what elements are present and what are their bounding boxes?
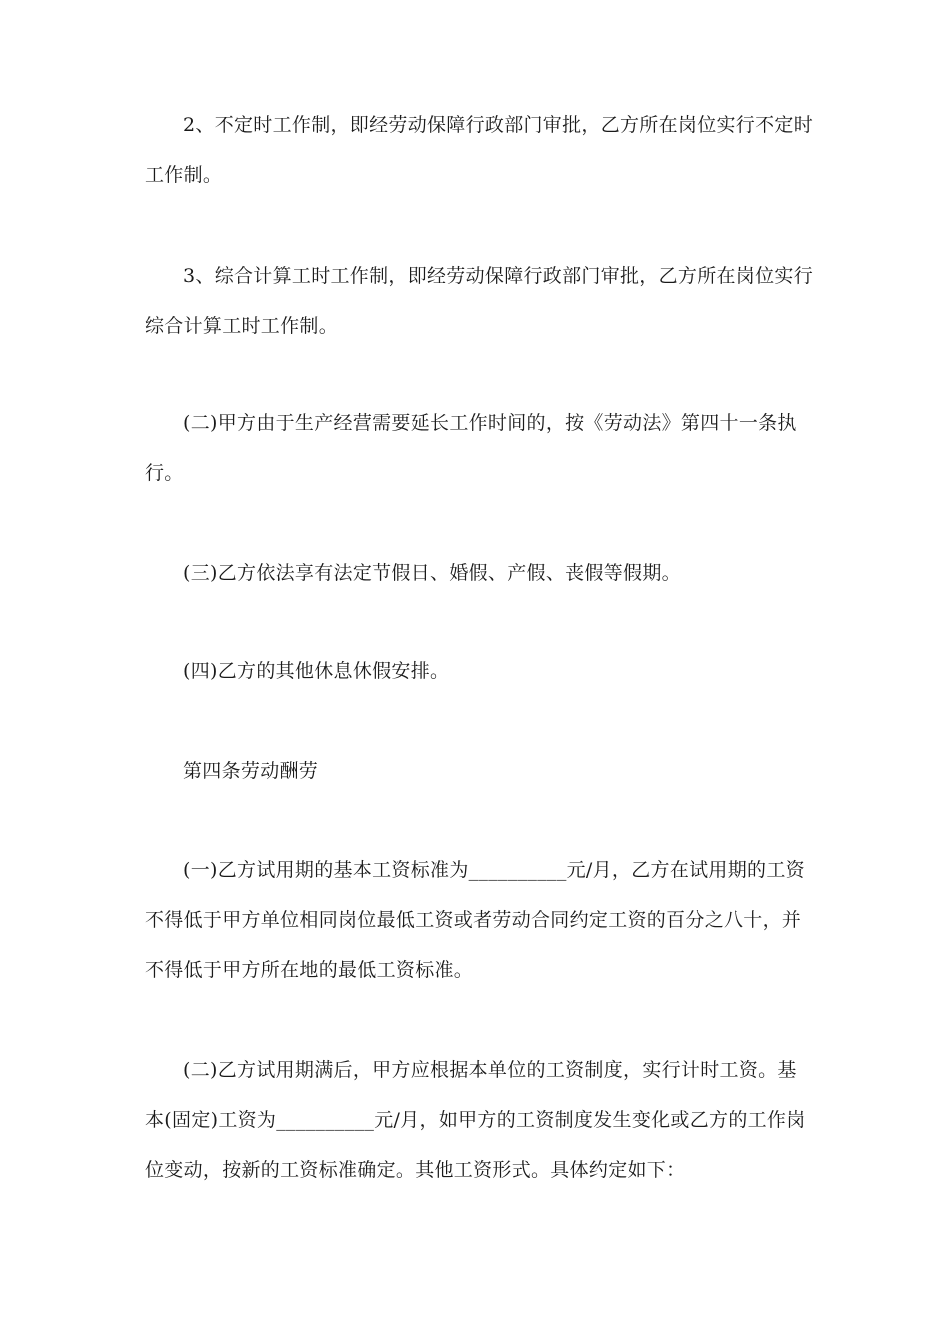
paragraph-irregular-hours — [145, 100, 815, 200]
section-heading-remuneration — [145, 746, 815, 796]
text-line: 第四条劳动酬劳 — [183, 760, 319, 782]
text-line: (一)乙方试用期的基本工资标准为__________元/月，乙方在试用期的工资 — [183, 859, 805, 881]
text-line: 综合计算工时工作制。 — [145, 315, 339, 337]
text-line: 3、综合计算工时工作制，即经劳动保障行政部门审批，乙方所在岗位实行 — [183, 265, 813, 287]
text-line: 工作制。 — [145, 164, 223, 186]
text-line: (四)乙方的其他休息休假安排。 — [183, 660, 450, 682]
paragraph-probation-salary — [145, 845, 815, 995]
text-line: 本(固定)工资为__________元/月，如甲方的工资制度发生变化或乙方的工作岗 — [145, 1109, 806, 1131]
paragraph-statutory-holidays — [145, 548, 815, 598]
text-line: 不得低于甲方单位相同岗位最低工资或者劳动合同约定工资的百分之八十，并 — [145, 909, 802, 931]
text-line: 位变动，按新的工资标准确定。其他工资形式。具体约定如下： — [145, 1159, 686, 1181]
text-line: 不得低于甲方所在地的最低工资标准。 — [145, 959, 474, 981]
paragraph-other-leave — [145, 646, 815, 696]
text-line: 2、不定时工作制，即经劳动保障行政部门审批，乙方所在岗位实行不定时 — [183, 114, 813, 136]
text-line: (二)甲方由于生产经营需要延长工作时间的，按《劳动法》第四十一条执 — [183, 412, 797, 434]
text-line: (二)乙方试用期满后，甲方应根据本单位的工资制度，实行计时工资。基 — [183, 1059, 797, 1081]
text-line: 行。 — [145, 462, 184, 484]
text-line: (三)乙方依法享有法定节假日、婚假、产假、丧假等假期。 — [183, 562, 681, 584]
paragraph-post-probation-salary — [145, 1045, 815, 1195]
paragraph-overtime — [145, 398, 815, 498]
paragraph-comprehensive-hours — [145, 251, 815, 351]
